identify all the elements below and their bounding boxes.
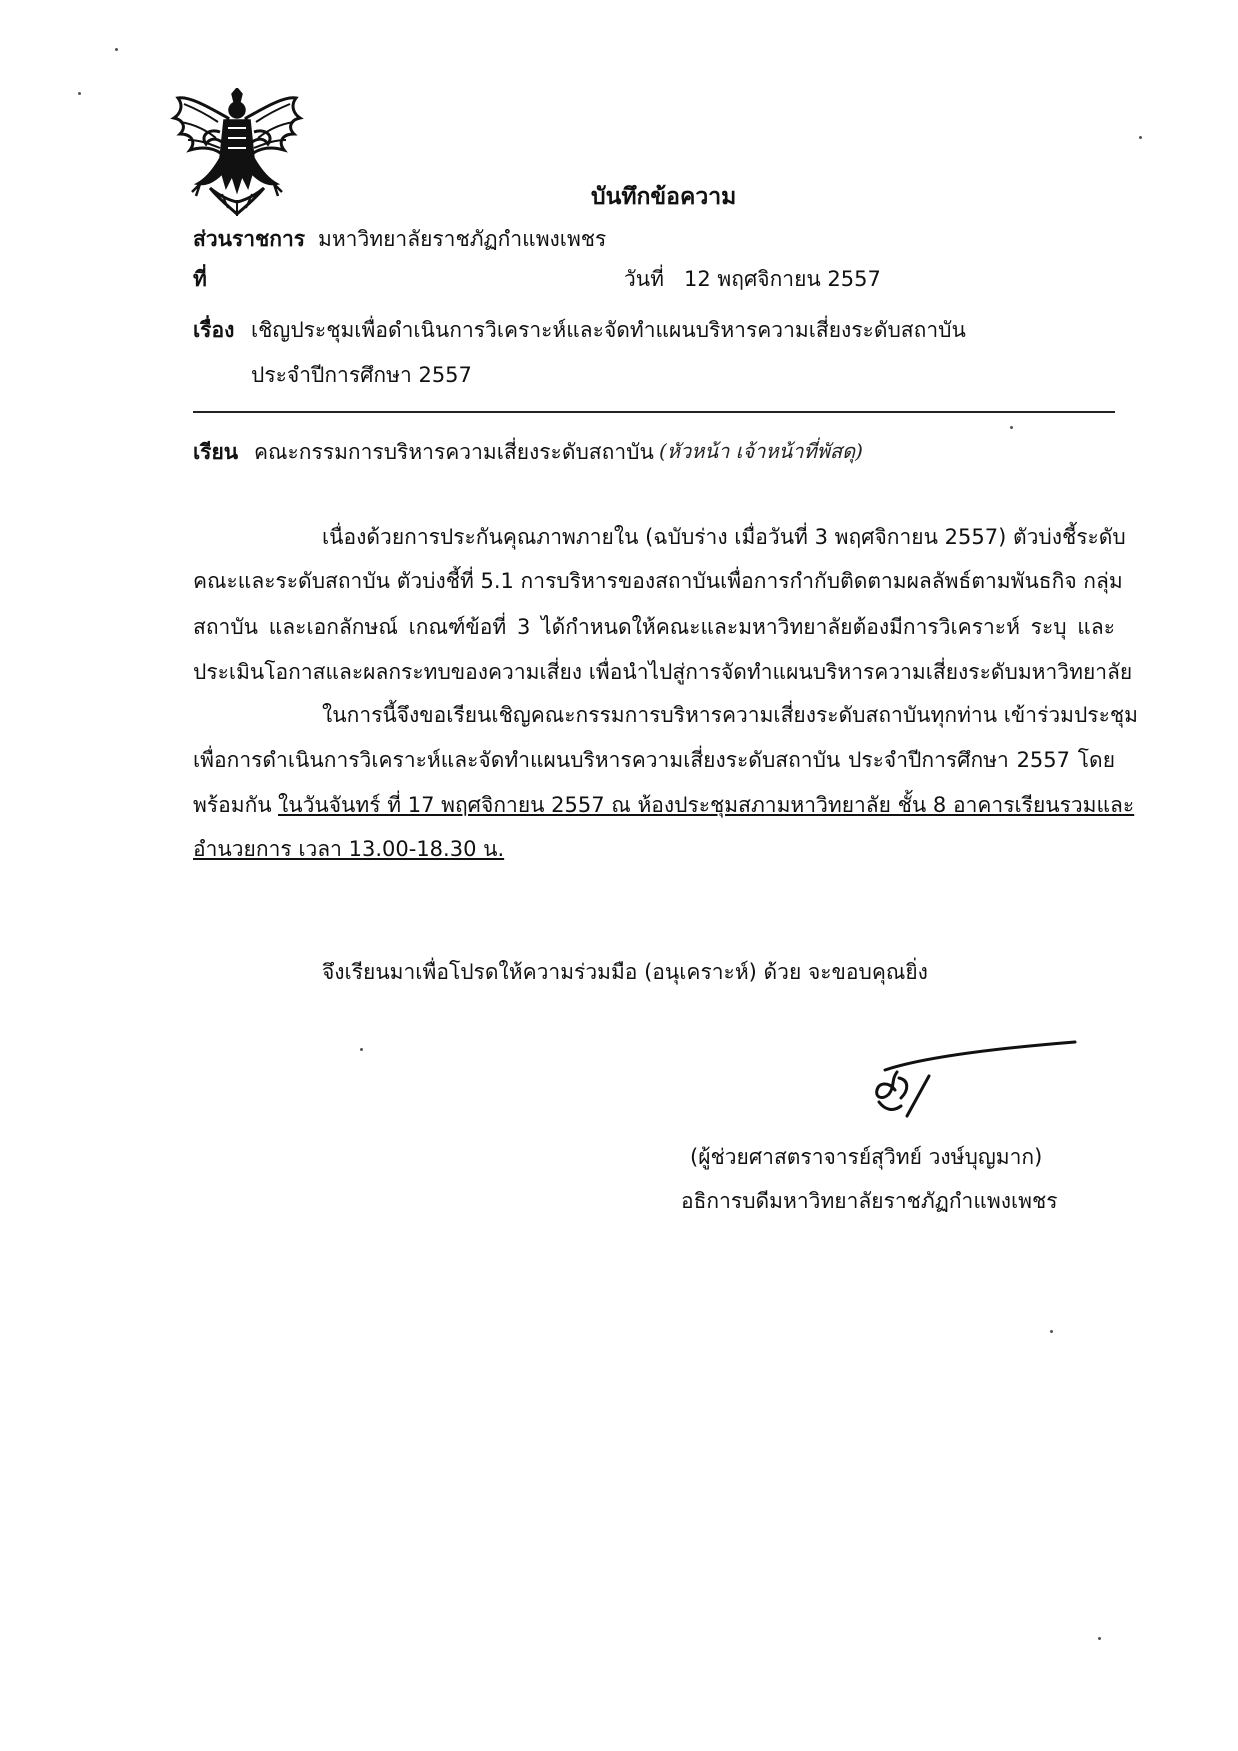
subject-label: เรื่อง	[193, 318, 235, 342]
header-divider	[193, 411, 1115, 413]
to-label: เรียน	[193, 440, 239, 464]
body-paragraph-1-line-2: คณะและระดับสถาบัน ตัวบ่งชี้ที่ 5.1 การบริหารของสถาบันเพื่อการกำกับติดตามผลลัพธ์ตามพันธกิจ กลุ่ม	[193, 569, 1123, 593]
garuda-emblem-icon	[170, 88, 305, 218]
scan-speck	[78, 92, 81, 95]
scan-speck	[115, 48, 118, 51]
body-paragraph-1-line-1: เนื่องด้วยการประกันคุณภาพภายใน (ฉบับร่าง เมื่อวันที่ 3 พฤศจิกายน 2557) ตัวบ่งชี้ระดับ	[322, 525, 1126, 549]
body-paragraph-2-line-1: ในการนี้จึงขอเรียนเชิญคณะกรรมการบริหารความเสี่ยงระดับสถาบันทุกท่าน เข้าร่วมประชุม	[322, 703, 1138, 727]
ref-label: ที่	[193, 267, 207, 291]
scan-speck	[1050, 1330, 1053, 1333]
to-value: คณะกรรมการบริหารความเสี่ยงระดับสถาบัน	[254, 440, 654, 464]
meeting-details: ในวันจันทร์ ที่ 17 พฤศจิกายน 2557 ณ ห้องประชุมสภามหาวิทยาลัย ชั้น 8 อาคารเรียนรวมและ	[278, 793, 1135, 817]
agency-label: ส่วนราชการ	[193, 227, 306, 251]
subject-line-2: ประจำปีการศึกษา 2557	[251, 363, 472, 387]
closing-sentence: จึงเรียนมาเพื่อโปรดให้ความร่วมมือ (อนุเคราะห์) ด้วย จะขอบคุณยิ่ง	[322, 960, 928, 984]
body-paragraph-1-line-4: ประเมินโอกาสและผลกระทบของความเสี่ยง เพื่อนำไปสู่การจัดทำแผนบริหารความเสี่ยงระดับมหาวิทยาลัย	[193, 660, 1133, 684]
agency-value: มหาวิทยาลัยราชภัฏกำแพงเพชร	[318, 227, 607, 251]
to-handwritten-note: (หัวหน้า เจ้าหน้าที่พัสดุ)	[659, 439, 863, 463]
signatory-name: (ผู้ช่วยศาสตราจารย์สุวิทย์ วงษ์บุญมาก)	[690, 1145, 1043, 1169]
body-paragraph-2-line-2: เพื่อการดำเนินการวิเคราะห์และจัดทำแผนบริหารความเสี่ยงระดับสถาบัน ประจำปีการศึกษา 2557 โดย	[193, 748, 1115, 772]
memo-title: บันทึกข้อความ	[591, 184, 737, 210]
handwritten-signature	[855, 1020, 1085, 1130]
scan-speck	[360, 1048, 363, 1051]
date-value: 12 พฤศจิกายน 2557	[684, 267, 881, 291]
scan-speck	[1098, 1637, 1101, 1640]
scan-speck	[1010, 426, 1013, 429]
scan-speck	[1139, 136, 1142, 139]
subject-line-1: เชิญประชุมเพื่อดำเนินการวิเคราะห์และจัดทำแผนบริหารความเสี่ยงระดับสถาบัน	[251, 318, 966, 342]
date-label: วันที่	[624, 267, 664, 291]
body-paragraph-1-line-3: สถาบัน และเอกลักษณ์ เกณฑ์ข้อที่ 3 ได้กำหนดให้คณะและมหาวิทยาลัยต้องมีการวิเคราะห์ ระบุ และ	[193, 615, 1115, 639]
meeting-venue-time: อำนวยการ เวลา 13.00-18.30 น.	[193, 837, 505, 861]
signatory-position: อธิการบดีมหาวิทยาลัยราชภัฏกำแพงเพชร	[681, 1189, 1058, 1213]
body-paragraph-2-line-3-prefix: พร้อมกัน	[193, 793, 272, 817]
